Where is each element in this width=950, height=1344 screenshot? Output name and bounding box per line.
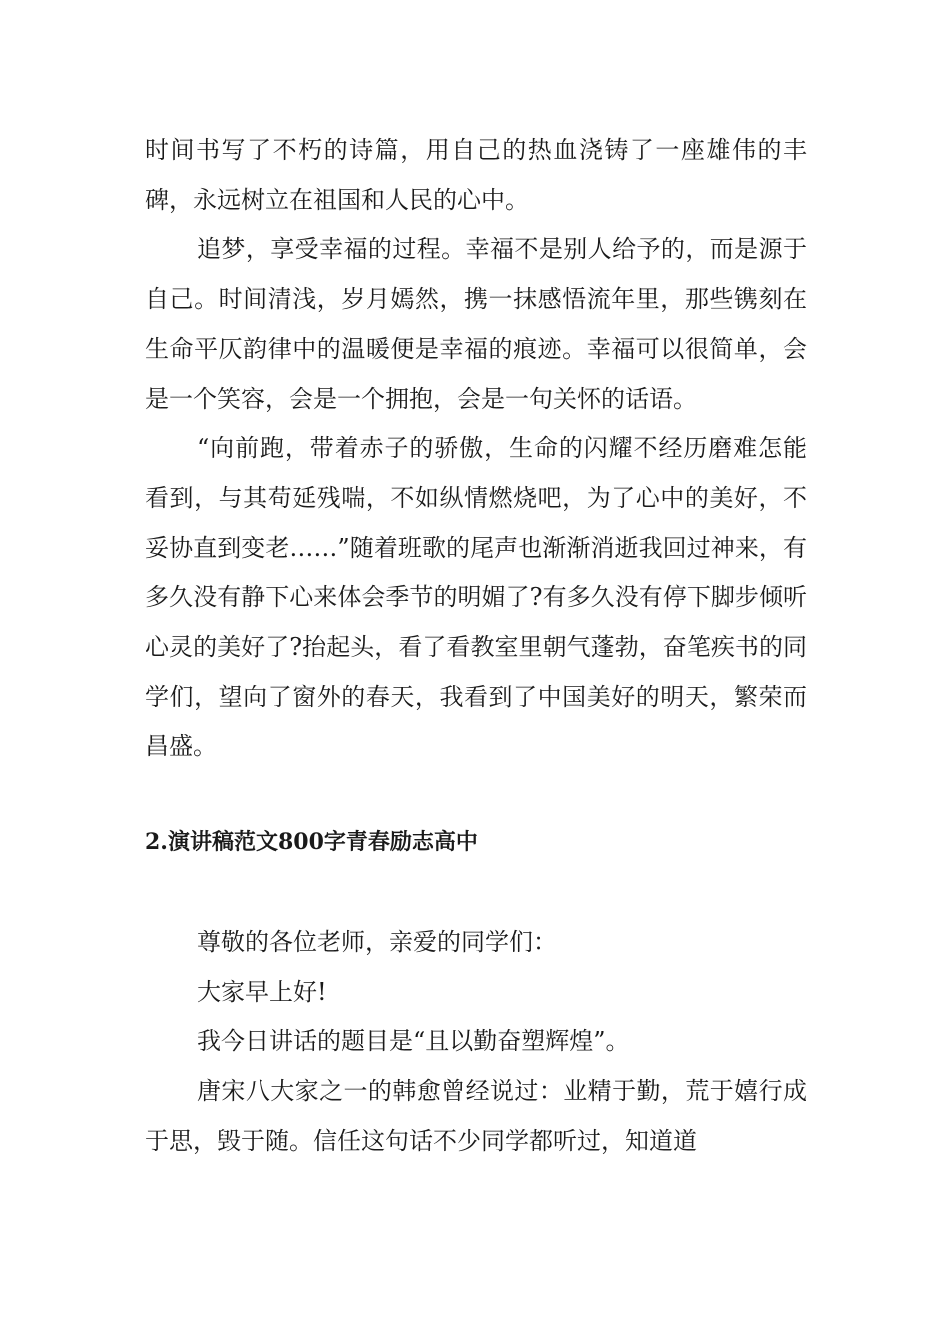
paragraph-good-morning: 大家早上好!: [197, 977, 327, 1006]
paragraph-3: “向前跑，带着赤子的骄傲，生命的闪耀不经历磨难怎能看到，与其苟延残喘，不如纵情燃烧吧，为了心中的美好，不妥协直到变老……”随着班歌的尾声也渐渐消逝我回过神来，有多久没有静下心来体会季节的明媚了?有多久没有停下脚步倾听心灵的美好了?抬起头，看了看教室里朝气蓬勃，奋笔疾书的同学们，望向了窗外的春天，我看到了中国美好的明天，繁荣而昌盛。: [145, 434, 807, 761]
paragraph-quote: 唐宋八大家之一的韩愈曾经说过：业精于勤，荒于嬉行成于思，毁于随。信任这句话不少同学都听过，知道道: [145, 1076, 807, 1155]
paragraph-1: 时间书写了不朽的诗篇，用自己的热血浇铸了一座雄伟的丰碑，永远树立在祖国和人民的心中。: [145, 136, 807, 214]
paragraph-greeting: 尊敬的各位老师，亲爱的同学们：: [197, 927, 557, 956]
paragraph-topic: 我今日讲话的题目是“且以勤奋塑辉煌”。: [197, 1027, 630, 1056]
section-heading: 2.演讲稿范文800字青春励志高中: [145, 829, 478, 856]
paragraph-2: 追梦，享受幸福的过程。幸福不是别人给予的，而是源于自己。时间清浅，岁月嫣然，携一抹感悟流年里，那些镌刻在生命平仄韵律中的温暖便是幸福的痕迹。幸福可以很简单，会是一个笑容，会是一个拥抱，会是一句关怀的话语。: [145, 235, 807, 413]
document-body: [145, 126, 807, 1166]
